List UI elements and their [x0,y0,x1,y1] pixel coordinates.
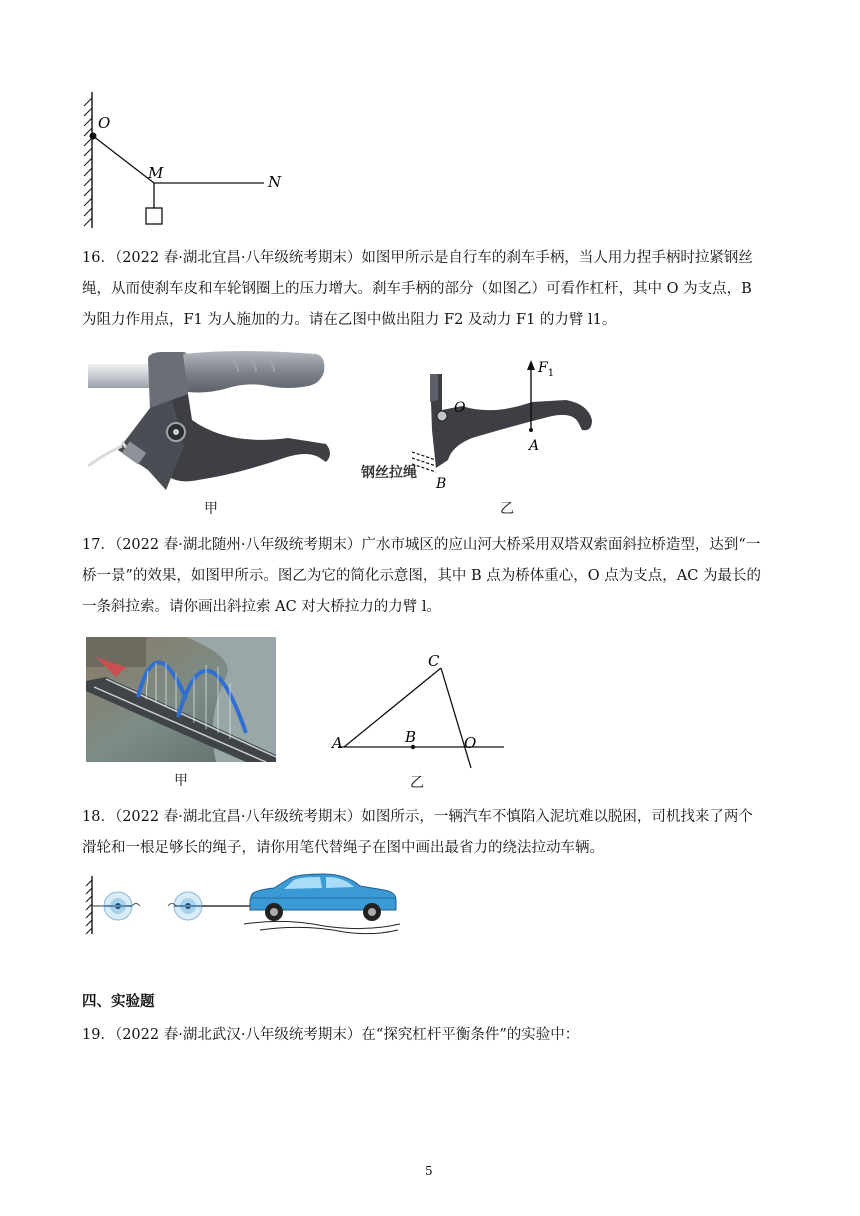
fig17-right-caption: 乙 [410,775,424,791]
label-o-16: O [454,400,466,416]
q18-line-2: 滑轮和一根足够长的绳子，请你用笔代替绳子在图中画出最省力的绕法拉动车辆。 [82,840,604,856]
question-17 [82,530,782,623]
label-a-16: A [529,438,540,454]
fig17-left-caption: 甲 [174,773,188,789]
label-o: O [98,114,111,132]
q16-line-3: 为阻力作用点，F1 为人施加的力。请在乙图中做出阻力 F2 及动力 F1 的力臂 l1。 [82,312,617,328]
q18-line-1: 18．（2022 春·湖北宜昌·八年级统考期末）如图所示，一辆汽车不慎陷入泥坑难以脱困，司机找来了两个 [82,809,753,825]
label-b-16: B [436,476,447,492]
bridge-photo [86,637,276,762]
question-16 [82,243,782,336]
bridge-diagram [328,648,508,774]
label-b-17: B [405,728,417,746]
q17-line-1: 17．（2022 春·湖北随州·八年级统考期末）广水市城区的应山河大桥采用双塔双索面斜拉桥造型，达到“一 [82,537,761,553]
label-o-17: O [464,734,477,752]
question-19: 19．（2022 春·湖北武汉·八年级统考期末）在“探究杠杆平衡条件”的实验中： [82,1027,580,1043]
figure-15 [78,88,308,233]
fig16-left-caption: 甲 [204,501,218,517]
q17-line-3: 一条斜拉索。请你画出斜拉索 AC 对大桥拉力的力臂 l。 [82,599,442,615]
q16-line-2: 绳，从而使刹车皮和车轮钢圈上的压力增大。刹车手柄的部分（如图乙）可看作杠杆，其中 O 为支点，B [82,281,752,297]
label-c-17: C [428,652,440,670]
brake-handle-illustration [88,350,340,500]
label-m: M [148,164,164,182]
label-a-17: A [332,734,343,752]
label-n: N [268,173,282,191]
page-number: 5 [425,1164,433,1178]
fig16-right-caption: 乙 [500,501,514,517]
section-heading: 四、实验题 [82,993,155,1010]
q16-line-1: 16．（2022 春·湖北宜昌·八年级统考期末）如图甲所示是自行车的刹车手柄，当人用力捏手柄时拉紧钢丝 [82,250,753,266]
wire-label: 钢丝拉绳 [361,465,417,481]
question-18 [82,802,782,864]
pulley-car-figure [84,870,404,940]
label-f1: $F_1$ [538,360,555,379]
car-icon [250,874,396,921]
q17-line-2: 桥一景”的效果，如图甲所示。图乙为它的简化示意图，其中 B 点为桥体重心，O 点为支点，AC 为最长的 [82,568,761,584]
